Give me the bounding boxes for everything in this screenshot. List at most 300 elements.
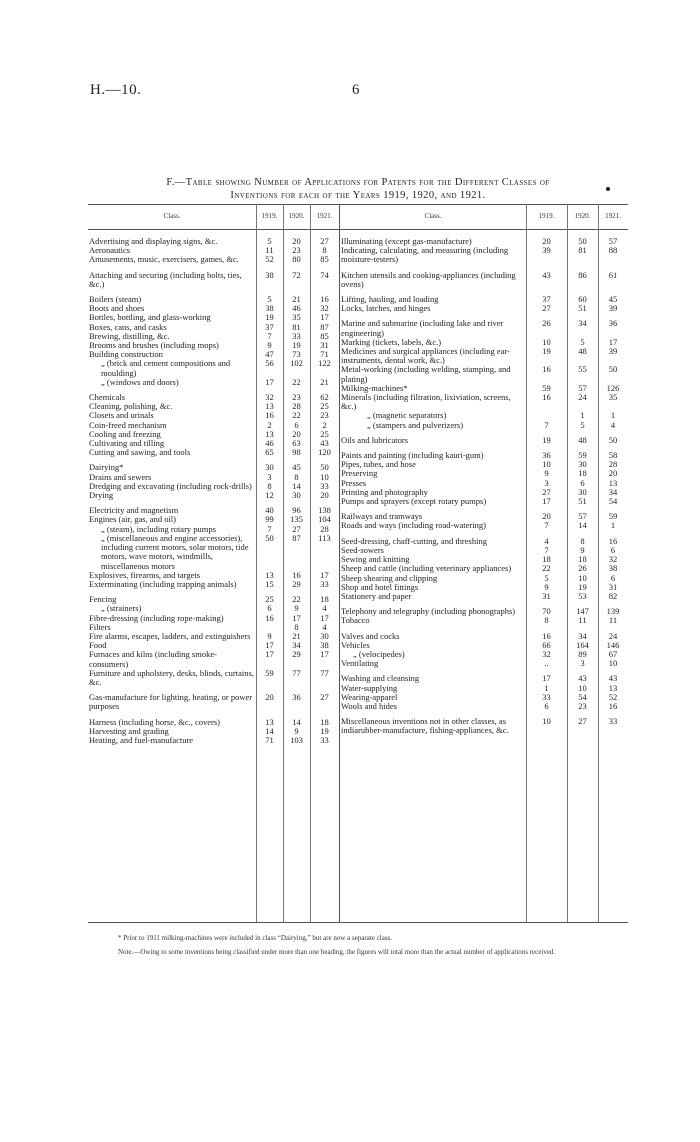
count-1920: 45 xyxy=(292,462,301,473)
count-1919: 52 xyxy=(265,254,274,265)
count-1921: 20 xyxy=(320,490,329,501)
class-name: Harness (including horse, &c., covers) xyxy=(89,716,221,727)
table-row xyxy=(340,717,628,735)
header-1920-left: 1920. xyxy=(288,212,305,220)
class-name: Metal-working (including welding, stamping, and plating) xyxy=(341,364,511,384)
count-1919: 27 xyxy=(542,303,551,314)
table-title-line-1: F.—Table showing Number of Applications for Patents for the Different Classes of xyxy=(166,177,550,188)
class-name: Valves and cocks xyxy=(341,630,400,641)
count-1921: 13 xyxy=(608,477,618,488)
count-1921: 138 xyxy=(318,505,331,516)
count-1919: 50 xyxy=(265,532,274,543)
class-name: Marking (tickets, labels, &c.) xyxy=(341,336,442,347)
count-1919: 1 xyxy=(544,682,549,693)
count-1920: 27 xyxy=(292,523,301,534)
count-1921: 17 xyxy=(608,336,618,347)
table-header-rule xyxy=(88,229,628,230)
count-1921: 10 xyxy=(608,658,618,669)
class-name: Fire alarms, escapes, ladders, and extinguishers xyxy=(89,630,251,641)
count-1919: 12 xyxy=(265,490,274,501)
count-1921: 88 xyxy=(608,245,618,256)
count-1920: 46 xyxy=(292,303,301,314)
table-row xyxy=(88,378,339,387)
count-1919: 5 xyxy=(544,572,549,583)
count-1920: 27 xyxy=(578,716,587,727)
class-name: Engines (air, gas, and oil) xyxy=(89,514,176,525)
count-1921: 6 xyxy=(610,572,616,583)
class-name: „ (stampers and pulverizers) xyxy=(367,419,464,430)
count-1921: 36 xyxy=(608,318,618,329)
count-1921: 33 xyxy=(320,480,329,491)
count-1920: 73 xyxy=(292,349,301,360)
count-1919: 3 xyxy=(267,471,272,482)
class-name: Railways and tramways xyxy=(341,511,423,522)
count-1919: 8 xyxy=(267,480,272,491)
count-1919: 13 xyxy=(265,428,274,439)
count-1920: 14 xyxy=(578,520,587,531)
count-1920: 87 xyxy=(292,532,301,543)
count-1921: 27 xyxy=(320,236,329,246)
count-1919: 56 xyxy=(265,358,274,369)
count-1921: 38 xyxy=(608,563,618,574)
class-name: Indicating, calculating, and measuring (including moisture-testers) xyxy=(341,245,509,265)
count-1921: 16 xyxy=(608,700,618,711)
count-1921: 25 xyxy=(320,428,329,439)
count-1920: 23 xyxy=(292,392,301,403)
count-1919: 7 xyxy=(544,520,549,531)
count-1921: 1 xyxy=(610,520,616,531)
count-1919: 19 xyxy=(542,346,551,357)
class-name: Telephony and telegraphy (including phonographs) xyxy=(341,606,516,617)
header-1921-left: 1921. xyxy=(316,212,333,220)
count-1919: 10 xyxy=(542,459,551,470)
count-1920: 3 xyxy=(580,658,585,669)
count-1921: 10 xyxy=(320,471,329,482)
count-1920: 11 xyxy=(578,615,587,626)
count-1919: 9 xyxy=(544,468,549,479)
count-1920: 6 xyxy=(294,419,299,430)
table-row xyxy=(340,246,628,264)
count-1920: 54 xyxy=(578,691,587,702)
count-1919: 20 xyxy=(542,236,551,246)
class-name: Fibre-dressing (including rope-making) xyxy=(89,612,224,623)
count-1919: .. xyxy=(544,658,549,669)
count-1921: 13 xyxy=(608,682,618,693)
count-1921: 28 xyxy=(608,459,618,470)
left-class-column xyxy=(88,237,339,745)
count-1919: 3 xyxy=(544,477,549,488)
count-1919: 13 xyxy=(265,401,274,412)
count-1920: 55 xyxy=(578,364,587,375)
count-1921: 17 xyxy=(320,312,329,323)
count-1920: 86 xyxy=(578,269,587,280)
count-1920: 60 xyxy=(578,294,587,305)
count-1920: 8 xyxy=(294,471,299,482)
count-1919: 8 xyxy=(544,615,549,626)
count-1921: 50 xyxy=(608,364,618,375)
count-1921: 6 xyxy=(610,544,616,555)
count-1919: 25 xyxy=(265,594,274,605)
count-1921: 30 xyxy=(320,630,329,641)
class-name: Lifting, hauling, and loading xyxy=(341,294,439,305)
count-1919: 7 xyxy=(267,330,272,341)
class-name: Gas-manufacture for lighting, heating, or power purposes xyxy=(89,692,253,712)
table-row xyxy=(88,448,339,457)
count-1920: 30 xyxy=(578,486,587,497)
count-1920: 5 xyxy=(580,419,585,430)
count-1920: 24 xyxy=(578,392,587,403)
class-name: Sheep and cattle (including veterinary appliances) xyxy=(341,563,512,574)
count-1921: 120 xyxy=(318,447,331,458)
count-1920: 14 xyxy=(292,716,301,727)
count-1920: 10 xyxy=(578,572,587,583)
count-1919: 2 xyxy=(267,419,272,430)
count-1920: 164 xyxy=(576,639,589,650)
count-1919: 70 xyxy=(542,606,551,617)
table-row xyxy=(88,669,339,687)
count-1921: 50 xyxy=(320,462,329,473)
count-1921: 122 xyxy=(318,358,331,369)
class-name: Food xyxy=(89,640,107,651)
count-1919: 9 xyxy=(267,340,272,351)
count-1921: 4 xyxy=(322,603,327,614)
count-1920: 59 xyxy=(578,450,587,461)
class-name: Cooling and freezing xyxy=(89,428,161,439)
count-1921: 74 xyxy=(320,269,329,280)
count-1919: 30 xyxy=(265,462,274,473)
class-name: Illuminating (except gas-manufacture) xyxy=(341,236,472,246)
count-1920: 36 xyxy=(292,692,301,703)
class-name: Medicines and surgical appliances (including ear-instruments, dental work, &c.) xyxy=(341,346,510,366)
count-1919: 26 xyxy=(542,318,551,329)
count-1921: 54 xyxy=(608,496,618,507)
count-1919: 16 xyxy=(542,630,551,641)
table-row xyxy=(88,491,339,500)
table-bottom-rule xyxy=(88,922,628,923)
class-name: Drying xyxy=(89,490,114,501)
class-name: Dredging and excavating (including rock-drills) xyxy=(89,480,252,491)
count-1921: 45 xyxy=(608,294,618,305)
class-name: „ (velocipedes) xyxy=(353,648,405,659)
count-1919: 16 xyxy=(542,364,551,375)
count-1921: 23 xyxy=(320,410,329,421)
count-1921: 67 xyxy=(608,648,618,659)
class-name: „ (magnetic separators) xyxy=(367,410,447,421)
count-1920: 51 xyxy=(578,496,587,507)
class-name: Washing and cleansing xyxy=(341,673,420,684)
count-1921: 126 xyxy=(606,382,620,393)
class-name: Aeronautics xyxy=(89,245,131,256)
table-row xyxy=(340,702,628,711)
count-1920: 81 xyxy=(292,321,301,332)
count-1920: 9 xyxy=(294,725,299,736)
count-1919: 10 xyxy=(542,716,551,727)
count-1919: 59 xyxy=(265,667,274,678)
table-row xyxy=(88,534,339,571)
count-1921: 31 xyxy=(608,581,618,592)
table-row xyxy=(340,347,628,365)
count-1921: 146 xyxy=(606,639,620,650)
count-1921: 17 xyxy=(320,612,329,623)
count-1921: 16 xyxy=(608,535,618,546)
header-1920-right: 1920. xyxy=(574,212,591,220)
count-1919: 40 xyxy=(265,505,274,516)
table-row xyxy=(88,482,339,491)
count-1920: 18 xyxy=(578,554,587,565)
count-1919: 16 xyxy=(542,392,551,403)
count-1920: 33 xyxy=(292,330,301,341)
count-1920: 17 xyxy=(292,612,301,623)
count-1920: 102 xyxy=(290,358,303,369)
count-1919: 15 xyxy=(265,578,274,589)
table-row xyxy=(340,521,628,530)
patents-table xyxy=(88,204,628,924)
count-1919: 19 xyxy=(542,434,551,445)
right-class-column xyxy=(340,237,628,736)
class-name: Milking-machines* xyxy=(341,382,408,393)
count-1920: 1 xyxy=(580,410,585,421)
count-1920: 30 xyxy=(292,490,301,501)
count-1920: 34 xyxy=(578,630,587,641)
count-1919: 37 xyxy=(265,321,274,332)
count-1921: 43 xyxy=(608,673,618,684)
count-1920: 103 xyxy=(290,734,303,745)
count-1919: 17 xyxy=(265,640,274,651)
class-name: Bottles, bottling, and glass-working xyxy=(89,312,211,323)
class-name: Roads and ways (including road-watering) xyxy=(341,520,486,531)
count-1920: 23 xyxy=(292,245,301,256)
class-name: Wools and hides xyxy=(341,700,397,711)
count-1920: 63 xyxy=(292,438,301,449)
count-1920: 23 xyxy=(578,700,587,711)
count-1921: 77 xyxy=(320,667,329,678)
count-1920: 9 xyxy=(580,544,585,555)
class-name: Shop and hotel fittings xyxy=(341,581,419,592)
count-1921: 11 xyxy=(608,615,618,626)
class-name: Locks, latches, and hinges xyxy=(341,303,431,314)
count-1921: 2 xyxy=(322,419,327,430)
class-name: Presses xyxy=(341,477,367,488)
count-1919: 6 xyxy=(267,603,272,614)
count-1921: 38 xyxy=(320,640,329,651)
class-name: Brewing, distilling, &c. xyxy=(89,330,170,341)
count-1920: 6 xyxy=(580,477,585,488)
class-name: Cutting and sawing, and tools xyxy=(89,447,191,458)
count-1920: 98 xyxy=(292,447,301,458)
count-1919: 5 xyxy=(267,294,272,305)
class-name: Pumps and sprayers (except rotary pumps) xyxy=(341,496,487,507)
header-1921-right: 1921. xyxy=(605,212,621,220)
count-1920: 22 xyxy=(292,410,301,421)
class-name: Closets and urinals xyxy=(89,410,154,421)
count-1919: 17 xyxy=(265,649,274,660)
count-1919: 38 xyxy=(265,303,274,314)
class-name: Building construction xyxy=(89,349,163,360)
header-class-left: Class. xyxy=(163,212,181,220)
class-name: Miscellaneous inventions not in other classes, as indiarubber-manufacture, fishing-appliances, &c. xyxy=(341,716,509,736)
class-name: Seed-sowers xyxy=(341,544,384,555)
count-1920: 21 xyxy=(292,630,301,641)
count-1919: 37 xyxy=(542,294,551,305)
count-1921: 17 xyxy=(320,569,329,580)
class-name: Drains and sewers xyxy=(89,471,152,482)
count-1920: 89 xyxy=(578,648,587,659)
class-name: Vehicles xyxy=(341,639,370,650)
footnote-milking-machines: * Prior to 1911 milking-machines were included in class “Dairying,” but are now a separate class. xyxy=(118,934,393,942)
table-row xyxy=(340,436,628,445)
class-name: Water-supplying xyxy=(341,682,398,693)
count-1919: 20 xyxy=(265,692,274,703)
count-1920: 96 xyxy=(292,505,301,516)
count-1920: 72 xyxy=(292,269,301,280)
count-1920: 21 xyxy=(292,294,301,305)
count-1921: 58 xyxy=(608,450,618,461)
class-name: Sewing and knitting xyxy=(341,554,410,565)
count-1921: 39 xyxy=(608,303,618,314)
count-1921: 57 xyxy=(608,236,618,246)
class-name: Paints and painting (including kauri-gum) xyxy=(341,450,484,461)
class-name: „ (brick and cement compositions and moulding) xyxy=(101,358,231,378)
count-1921: 28 xyxy=(320,523,329,534)
count-1920: 80 xyxy=(292,254,301,265)
count-1919: 6 xyxy=(544,700,549,711)
count-1920: 81 xyxy=(578,245,587,256)
table-row xyxy=(340,659,628,668)
table-row xyxy=(340,592,628,601)
count-1921: 27 xyxy=(320,692,329,703)
class-name: „ (strainers) xyxy=(101,603,142,614)
count-1920: 34 xyxy=(292,640,301,651)
count-1921: 32 xyxy=(320,303,329,314)
count-1919: 4 xyxy=(544,535,549,546)
table-row xyxy=(88,614,339,623)
class-name: Filters xyxy=(89,621,111,632)
count-1919: 59 xyxy=(542,382,551,393)
footnote-note: Note.—Owing to some inventions being classified under more than one heading, the figures will total more than the actual number of applications received. xyxy=(118,948,556,956)
count-1921: 32 xyxy=(608,554,618,565)
footnotes xyxy=(88,934,628,957)
count-1920: 9 xyxy=(294,603,299,614)
count-1920: 35 xyxy=(292,312,301,323)
count-1920: 18 xyxy=(578,468,587,479)
count-1920: 51 xyxy=(578,303,587,314)
count-1920: 16 xyxy=(292,569,301,580)
count-1920: 50 xyxy=(578,236,587,246)
header-1919-left: 1919. xyxy=(261,212,278,220)
count-1919: 16 xyxy=(265,612,274,623)
count-1921: 18 xyxy=(320,594,329,605)
page-header xyxy=(90,82,610,102)
count-1921: 33 xyxy=(320,578,329,589)
count-1919: 36 xyxy=(542,450,551,461)
count-1919: 5 xyxy=(267,236,272,246)
class-name: Chemicals xyxy=(89,392,125,403)
count-1921: 34 xyxy=(608,486,618,497)
class-name: Fencing xyxy=(89,594,117,605)
count-1921: 4 xyxy=(610,419,616,430)
count-1920: 57 xyxy=(578,382,587,393)
count-1920: 28 xyxy=(292,401,301,412)
count-1920: 14 xyxy=(292,480,301,491)
count-1921: 19 xyxy=(320,725,329,736)
count-1921: 1 xyxy=(610,410,616,421)
count-1921: 113 xyxy=(318,532,331,543)
count-1919: 19 xyxy=(265,312,274,323)
class-name: Electricity and magnetism xyxy=(89,505,179,516)
table-row xyxy=(88,271,339,289)
print-mark-icon xyxy=(606,187,610,191)
class-name: Amusements, music, exercisers, games, &c. xyxy=(89,254,239,265)
count-1919: 33 xyxy=(542,691,551,702)
count-1921: 33 xyxy=(320,734,329,745)
table-row xyxy=(88,255,339,264)
table-row xyxy=(340,421,628,430)
count-1920: 48 xyxy=(578,346,587,357)
count-1921: 8 xyxy=(322,245,327,256)
count-1921: 61 xyxy=(608,269,618,280)
count-1919: 20 xyxy=(542,511,551,522)
count-1919: 38 xyxy=(265,269,274,280)
table-row xyxy=(340,616,628,625)
count-1921: 16 xyxy=(320,294,329,305)
class-name: Explosives, firearms, and targets xyxy=(89,569,201,580)
count-1920: 26 xyxy=(578,563,587,574)
class-name: Marine and submarine (including lake and river engineering) xyxy=(341,318,504,338)
class-name: Kitchen utensils and cooking-appliances (including ovens) xyxy=(341,269,516,289)
count-1919: 46 xyxy=(265,438,274,449)
count-1919: 17 xyxy=(542,673,551,684)
class-name: „ (miscellaneous and engine accessories), including current motors, solar motors, tide motors, wave motors, windmills, miscellaneous motors xyxy=(101,532,249,571)
count-1921: 31 xyxy=(320,340,329,351)
table-title-line-2: Inventions for each of the Years 1919, 1920, and 1921. xyxy=(230,190,486,201)
table-row xyxy=(340,319,628,337)
count-1920: 5 xyxy=(580,336,585,347)
class-name: Harvesting and grading xyxy=(89,725,169,736)
count-1919: 16 xyxy=(265,410,274,421)
count-1919: 13 xyxy=(265,716,274,727)
count-1921: 87 xyxy=(320,321,329,332)
table-row xyxy=(340,304,628,313)
count-1920: 30 xyxy=(578,459,587,470)
page-number: 6 xyxy=(352,82,360,98)
count-1920: 135 xyxy=(290,514,303,525)
class-name: Seed-dressing, chaff-cutting, and threshing xyxy=(341,535,487,546)
count-1919: 18 xyxy=(542,554,551,565)
count-1919: 65 xyxy=(265,447,274,458)
count-1919: 9 xyxy=(267,630,272,641)
class-name: Boots and shoes xyxy=(89,303,145,314)
count-1921: 43 xyxy=(320,438,329,449)
table-title xyxy=(88,176,628,202)
table-row xyxy=(340,365,628,383)
count-1921: 24 xyxy=(608,630,618,641)
count-1921: 4 xyxy=(322,621,327,632)
count-1920: 29 xyxy=(292,649,301,660)
count-1919: 32 xyxy=(542,648,551,659)
class-name: Furnaces and kilns (including smoke-consumers) xyxy=(89,649,217,669)
count-1919: 7 xyxy=(544,419,549,430)
count-1921: 104 xyxy=(318,514,331,525)
class-name: Boilers (steam) xyxy=(89,294,142,305)
class-name: Boxes, cans, and casks xyxy=(89,321,167,332)
class-name: „ (steam), including rotary pumps xyxy=(101,523,216,534)
count-1919: 47 xyxy=(265,349,274,360)
count-1921: 25 xyxy=(320,401,329,412)
class-name: Printing and photography xyxy=(341,486,428,497)
table-row xyxy=(88,650,339,668)
table-row xyxy=(88,693,339,711)
count-1919: 13 xyxy=(265,569,274,580)
